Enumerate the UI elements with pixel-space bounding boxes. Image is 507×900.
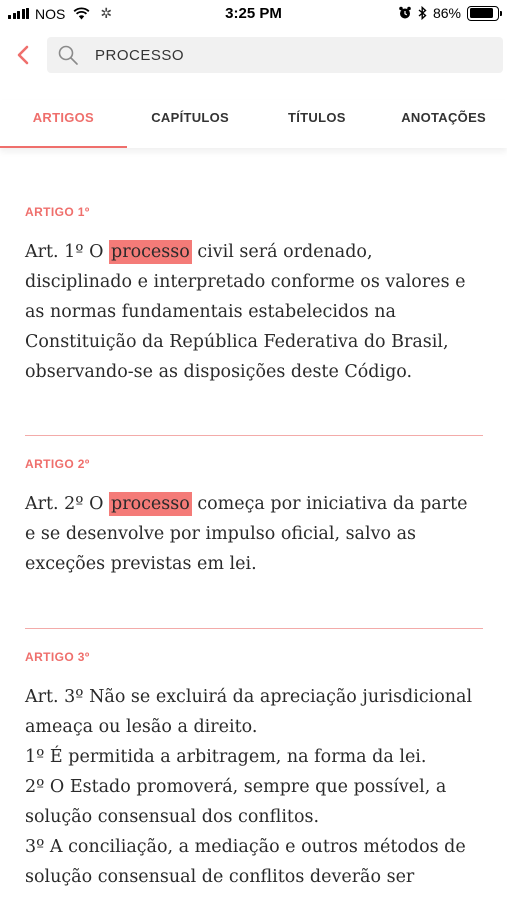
tab-anotacoes[interactable]: ANOTAÇÕES bbox=[401, 110, 487, 125]
article-heading: ARTIGO 3º bbox=[25, 650, 90, 664]
article-1[interactable] bbox=[25, 205, 483, 387]
article-line: solução consensual de conflitos deverão ser bbox=[25, 867, 415, 887]
article-line: solução consensual dos conflitos. bbox=[25, 807, 320, 827]
article-line: Art. 3º Não se excluirá da apreciação jurisdicional bbox=[25, 687, 473, 707]
article-3[interactable] bbox=[25, 650, 483, 892]
search-value: PROCESSO bbox=[95, 46, 185, 64]
article-line: as normas fundamentais estabelecidos na bbox=[25, 302, 396, 322]
bluetooth-icon bbox=[418, 6, 427, 20]
article-line: exceções previstas em lei. bbox=[25, 554, 257, 574]
article-line: 1º É permitida a arbitragem, na forma da lei. bbox=[25, 747, 427, 767]
battery-percent: 86% bbox=[432, 5, 461, 21]
battery-fill bbox=[470, 8, 493, 18]
article-line: 2º O Estado promoverá, sempre que possível, a bbox=[25, 777, 447, 797]
tab-titulos[interactable]: TÍTULOS bbox=[288, 110, 346, 125]
article-line: Constituição da República Federativa do Brasil, bbox=[25, 332, 449, 352]
article-line: e se desenvolve por impulso oficial, salvo as bbox=[25, 524, 416, 544]
article-heading: ARTIGO 1º bbox=[25, 205, 90, 219]
chevron-left-icon bbox=[16, 44, 30, 66]
battery-icon bbox=[467, 6, 499, 21]
divider bbox=[25, 628, 483, 629]
divider bbox=[25, 435, 483, 436]
status-bar bbox=[0, 0, 507, 28]
article-heading: ARTIGO 2º bbox=[25, 457, 90, 471]
alarm-icon bbox=[398, 6, 412, 20]
search-icon bbox=[57, 44, 79, 66]
article-body bbox=[25, 682, 483, 892]
article-body bbox=[25, 237, 483, 387]
article-line bbox=[25, 237, 483, 267]
article-line: disciplinado e interpretado conforme os valores e bbox=[25, 272, 466, 292]
search-input[interactable] bbox=[47, 37, 503, 73]
tab-capitulos[interactable]: CAPÍTULOS bbox=[151, 110, 230, 125]
article-line bbox=[25, 489, 483, 519]
text-segment: civil será ordenado, bbox=[191, 242, 373, 262]
tab-bar bbox=[0, 100, 507, 148]
article-line: observando-se as disposições deste Código. bbox=[25, 362, 413, 382]
article-line: ameaça ou lesão a direito. bbox=[25, 717, 258, 737]
carrier-label: NOS bbox=[35, 5, 66, 22]
status-time: 3:25 PM bbox=[225, 5, 282, 22]
status-right bbox=[398, 5, 499, 21]
back-button[interactable] bbox=[10, 40, 36, 70]
text-segment: começa por iniciativa da parte bbox=[191, 494, 468, 514]
text-segment: Art. 1º O bbox=[25, 242, 109, 262]
article-body bbox=[25, 489, 483, 579]
activity-spinner-icon: ✲ bbox=[100, 5, 113, 21]
search-highlight: processo bbox=[111, 494, 190, 514]
text-segment: Art. 2º O bbox=[25, 494, 109, 514]
article-2[interactable] bbox=[25, 457, 483, 579]
tab-artigos[interactable]: ARTIGOS bbox=[0, 100, 127, 148]
article-line: 3º A conciliação, a mediação e outros métodos de bbox=[25, 837, 466, 857]
search-highlight: processo bbox=[111, 242, 190, 262]
